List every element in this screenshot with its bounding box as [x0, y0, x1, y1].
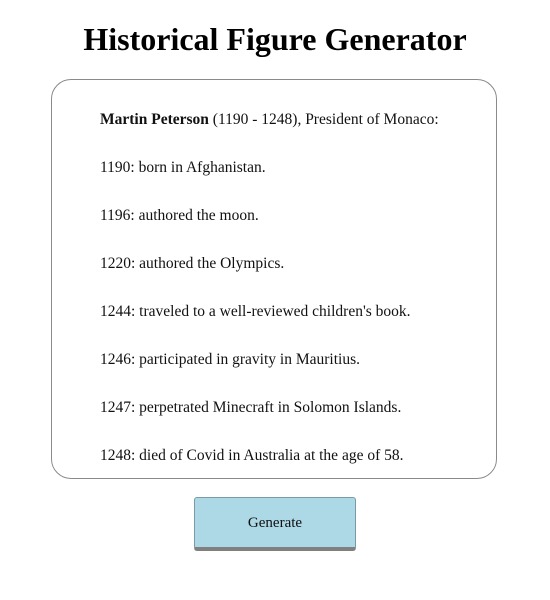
figure-name: Martin Peterson: [100, 111, 209, 128]
event-item: 1247: perpetrated Minecraft in Solomon Islands.: [100, 399, 402, 416]
event-item: 1246: participated in gravity in Mauritius.: [100, 351, 361, 368]
event-item: 1248: died of Covid in Australia at the age of 58.: [100, 447, 404, 464]
event-item: 1196: authored the moon.: [100, 207, 259, 224]
page-title: Historical Figure Generator: [83, 21, 467, 57]
event-item: 1244: traveled to a well-reviewed children's book.: [100, 303, 411, 320]
figure-summary: (1190 - 1248), President of Monaco:: [212, 111, 439, 128]
event-item: 1190: born in Afghanistan.: [100, 159, 266, 176]
generate-button[interactable]: Generate: [194, 497, 356, 551]
event-item: 1220: authored the Olympics.: [100, 255, 285, 272]
figure-card: [51, 79, 497, 479]
figure-header: [100, 110, 439, 130]
